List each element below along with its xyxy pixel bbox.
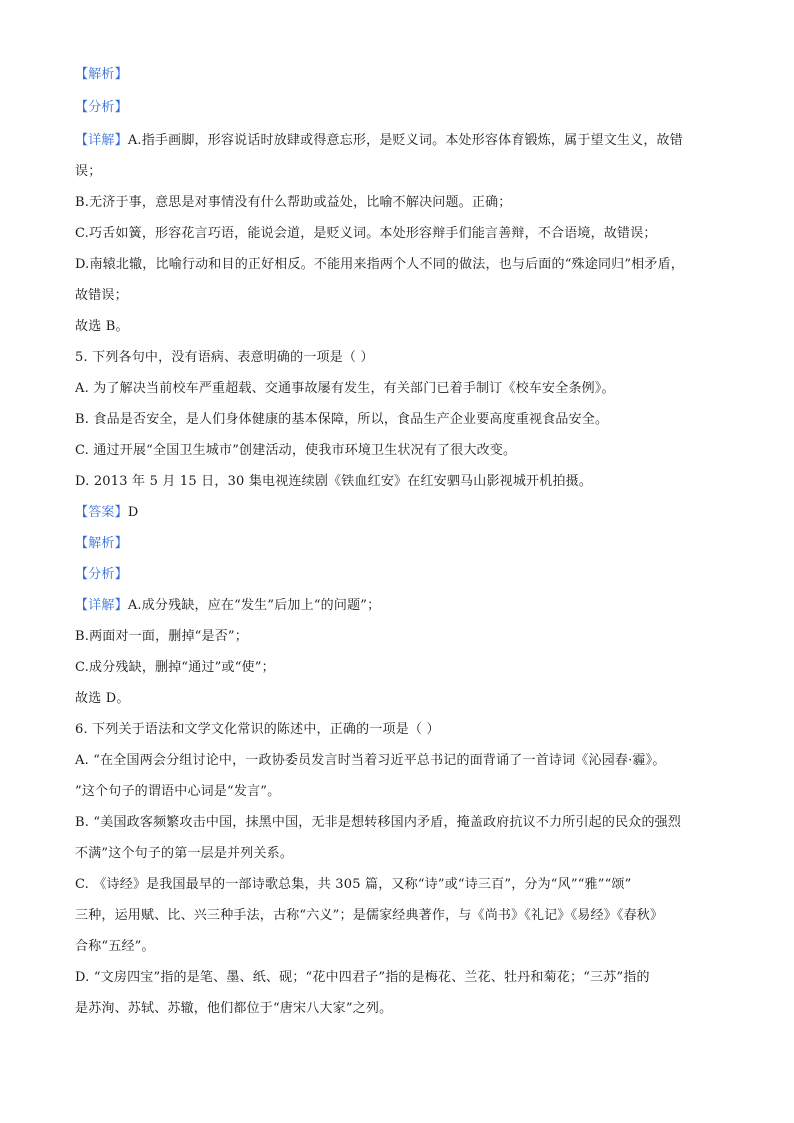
jiexi-label: 【解析】: [75, 67, 128, 82]
question-6-option-c-line-1: C. 《诗经》是我国最早的一部诗歌总集，共 305 篇，又称“诗”或“诗三百”，分为“风”“雅”“颂”: [75, 877, 632, 892]
answer-label: 【答案】: [75, 505, 128, 520]
xiangjie-a-line-1: [75, 132, 725, 150]
explanation-b: B.无济于事，意思是对事情没有什么帮助或益处，比喻不解决问题。正确；: [75, 195, 512, 210]
question-5-option-b: B. 食品是否安全，是人们身体健康的基本保障，所以，食品生产企业要高度重视食品安全。: [75, 412, 609, 427]
explanation-d-line-1: D.南辕北辙，比喻行动和目的正好相反。不能用来指两个人不同的做法，也与后面的“殊途同归”相矛盾，: [75, 257, 684, 272]
q5-xiangjie-label: 【详解】: [75, 598, 128, 613]
xiangjie-a-line-2: 误；: [75, 164, 102, 179]
answer-value: D: [127, 505, 139, 520]
q5-xiangjie-a: [75, 597, 725, 615]
question-6-option-d-line-1: D. “文房四宝”指的是笔、墨、纸、砚；“花中四君子”指的是梅花、兰花、牡丹和菊花；“三苏”指的: [75, 970, 650, 985]
fenxi-label: 【分析】: [75, 100, 128, 115]
question-6-option-a-line-1: A. “在全国两会分组讨论中，一政协委员发言时当着习近平总书记的面背诵了一首诗词《沁园春·霾》。: [75, 753, 666, 768]
explanation-c: C.巧舌如簧，形容花言巧语，能说会道，是贬义词。本处形容辩手们能言善辩，不合语境，故错误；: [75, 226, 657, 241]
question-6-option-b-line-1: B. “美国政客频繁攻击中国，抹黑中国，无非是想转移国内矛盾，掩盖政府抗议不力所引起的民众的强烈: [75, 815, 682, 830]
q5-jiexi-label: 【解析】: [75, 536, 128, 551]
question-5-option-c: C. 通过开展“全国卫生城市”创建活动，使我市环境卫生状况有了很大改变。: [75, 443, 517, 458]
question-6-option-c-line-2: 三种，运用赋、比、兴三种手法，古称“六义”；是儒家经典著作，与《尚书》《礼记》《易经》《春秋》: [75, 908, 664, 923]
conclusion-1: 故选 B。: [75, 319, 129, 334]
question-5-option-a: A. 为了解决当前校车严重超载、交通事故屡有发生，有关部门已着手制订《校车安全条例》。: [75, 381, 615, 396]
question-6-option-a-line-2: ”这个句子的谓语中心词是“发言”。: [75, 784, 281, 799]
q5-fenxi-label: 【分析】: [75, 567, 128, 582]
question-6-stem: 6. 下列关于语法和文学文化常识的陈述中，正确的一项是（ ）: [75, 722, 440, 737]
explanation-d-line-2: 故错误；: [75, 288, 128, 303]
q5-xiangjie-a-text: A.成分残缺，应在“发生”后加上“的问题”；: [127, 598, 381, 613]
question-6-option-c-line-3: 合称“五经”。: [75, 939, 155, 954]
xiangjie-label: 【详解】: [75, 133, 128, 148]
question-5-stem: 5. 下列各句中，没有语病、表意明确的一项是（ ）: [75, 350, 374, 365]
question-6-option-b-line-2: 不满”这个句子的第一层是并列关系。: [75, 846, 294, 861]
q5-conclusion: 故选 D。: [75, 691, 130, 706]
q5-xiangjie-c: C.成分残缺，删掉“通过”或“使”；: [75, 660, 275, 675]
question-5-option-d: D. 2013 年 5 月 15 日，30 集电视连续剧《铁血红安》在红安驷马山影视城开机拍摄。: [75, 474, 593, 489]
question-6-option-d-line-2: 是苏洵、苏轼、苏辙，他们都位于“唐宋八大家”之列。: [75, 1001, 393, 1016]
question-5-answer: [75, 504, 725, 522]
xiangjie-a-text: A.指手画脚，形容说话时放肆或得意忘形，是贬义词。本处形容体育锻炼，属于望文生义，故错: [127, 133, 683, 148]
q5-xiangjie-b: B.两面对一面，删掉“是否”；: [75, 629, 248, 644]
